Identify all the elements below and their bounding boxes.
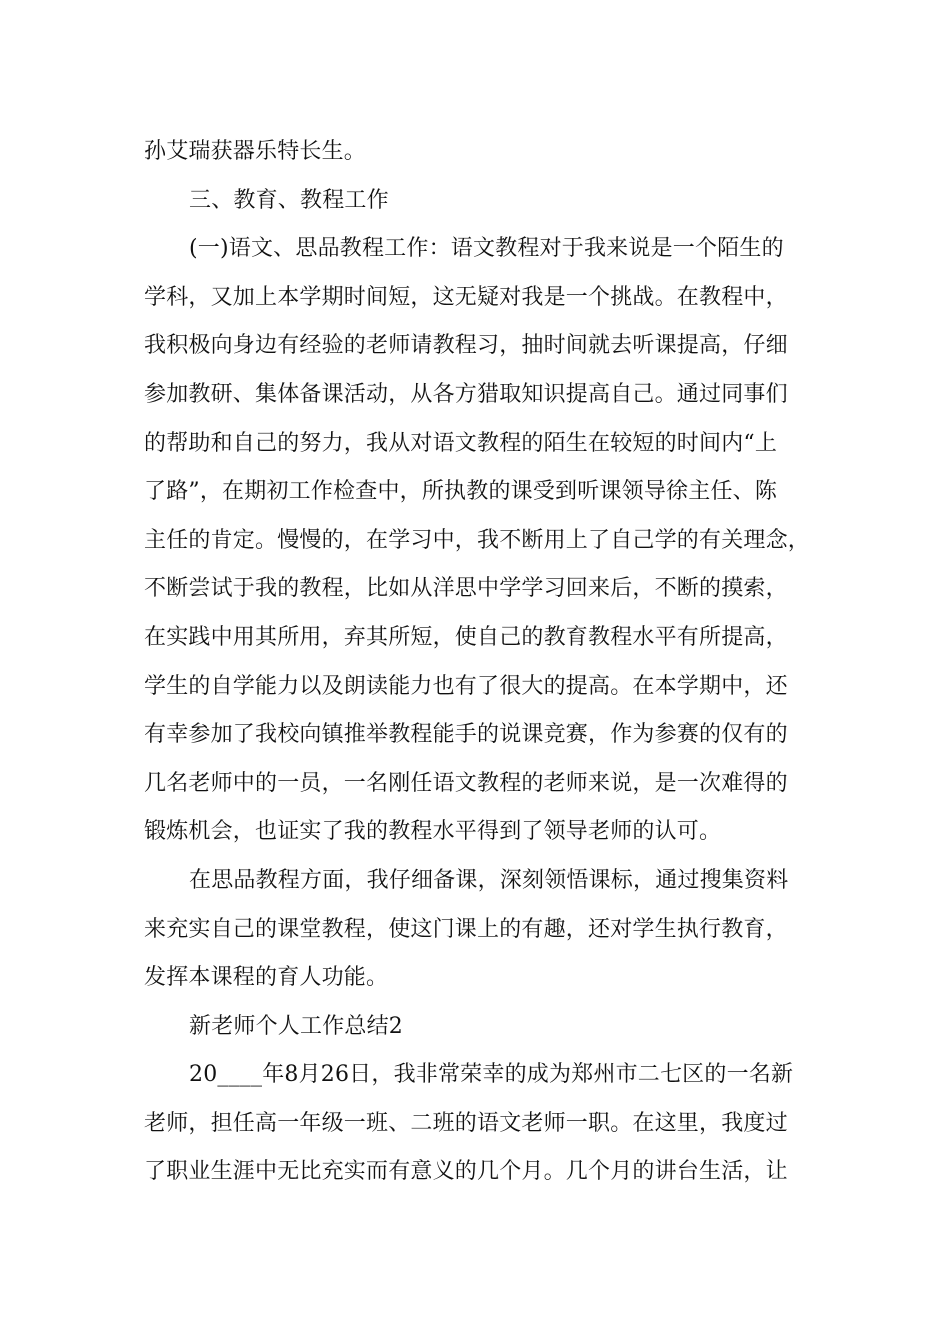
paragraph-line: 的帮助和自己的努力，我从对语文教程的陌生在较短的时间内“上: [144, 430, 778, 456]
paragraph-line: 锻炼机会，也证实了我的教程水平得到了领导老师的认可。: [144, 819, 722, 845]
paragraph-continuation-line: 孙艾瑞获器乐特长生。: [144, 139, 367, 164]
paragraph-line: 几名老师中的一员，一名刚任语文教程的老师来说，是一次难得的: [144, 770, 788, 796]
paragraph-line: 学科，又加上本学期时间短，这无疑对我是一个挑战。在教程中，: [144, 284, 788, 310]
section-heading-education-teaching: 三、教育、教程工作: [189, 187, 389, 213]
paragraph-line: 老师，担任高一年级一班、二班的语文老师一职。在这里，我度过: [144, 1110, 788, 1136]
paragraph-first-line-chinese-teaching: (一)语文、思品教程工作：语文教程对于我来说是一个陌生的: [189, 236, 784, 262]
paragraph-line: 了职业生涯中无比充实而有意义的几个月。几个月的讲台生活，让: [144, 1159, 788, 1185]
paragraph-line: 来充实自己的课堂教程，使这门课上的有趣，还对学生执行教育，: [144, 916, 788, 942]
paragraph-line: 了路”，在期初工作检查中，所执教的课受到听课领导徐主任、陈: [144, 479, 778, 505]
paragraph-first-line-moral-teaching: 在思品教程方面，我仔细备课，深刻领悟课标，通过搜集资料: [189, 867, 789, 893]
paragraph-line: 发挥本课程的育人功能。: [144, 965, 389, 991]
paragraph-line: 主任的肯定。慢慢的，在学习中，我不断用上了自己学的有关理念，: [144, 527, 811, 553]
paragraph-line: 我积极向身边有经验的老师请教程习，抽时间就去听课提高，仔细: [144, 333, 788, 359]
document-body: [144, 128, 824, 1197]
paragraph-line: 不断尝试于我的教程，比如从洋思中学学习回来后，不断的摸索，: [144, 576, 788, 602]
paragraph-first-line-new-teacher: 20____年8月26日，我非常荣幸的成为郑州市二七区的一名新: [189, 1062, 794, 1088]
paragraph-line: 学生的自学能力以及朗读能力也有了很大的提高。在本学期中，还: [144, 673, 788, 699]
paragraph-line: 参加教研、集体备课活动，从各方猎取知识提高自己。通过同事们: [144, 381, 788, 407]
paragraph-line: 在实践中用其所用，弃其所短，使自己的教育教程水平有所提高，: [144, 624, 788, 650]
document-section-title: 新老师个人工作总结2: [189, 1013, 403, 1039]
paragraph-line: 有幸参加了我校向镇推举教程能手的说课竞赛，作为参赛的仅有的: [144, 722, 788, 748]
